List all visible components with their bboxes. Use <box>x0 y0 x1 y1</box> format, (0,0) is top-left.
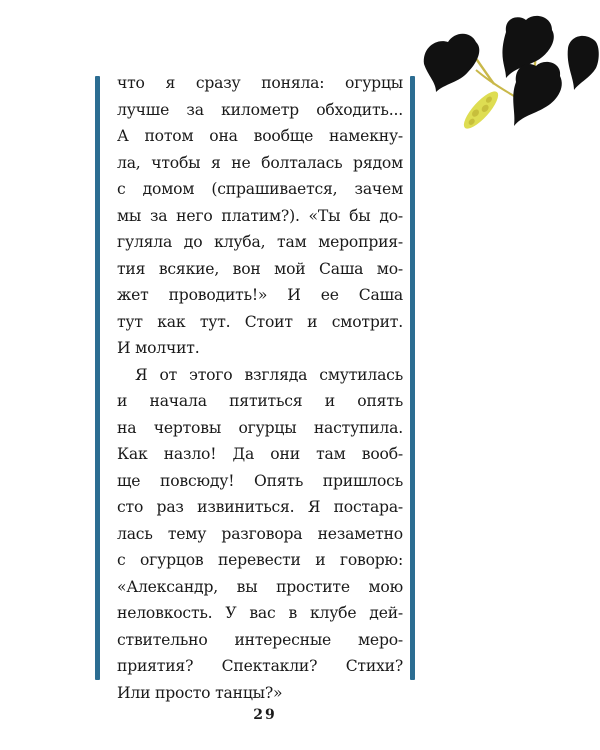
text-line: лучше за километр обходить... <box>117 100 403 119</box>
text-line: И молчит. <box>117 339 200 357</box>
text-line: лась тему разговора незаметно <box>117 524 403 543</box>
text-line: что я сразу поняла: огурцы <box>117 74 403 92</box>
text-line: с домом (спрашивается, зачем <box>117 180 403 198</box>
text-line: «Александр, вы простите мою <box>117 577 403 596</box>
text-line: Я от этого взгляда смутилась <box>135 365 403 384</box>
text-line: приятия? Спектакли? Стихи? <box>117 657 403 675</box>
text-line: ствительно интересные меро- <box>117 630 403 649</box>
leaf-top-left <box>424 34 480 92</box>
leaf-lower-right <box>513 62 562 126</box>
text-line: мы за него платим?). «Ты бы до- <box>117 206 403 225</box>
left-margin-rule <box>95 76 100 680</box>
leaf-illustration <box>418 12 600 142</box>
text-line: на чертовы огурцы наступила. <box>117 418 403 437</box>
text-line: тия всякие, вон мой Саша мо- <box>117 259 403 278</box>
text-line: и начала пятиться и опять <box>117 392 403 410</box>
page-number: 29 <box>253 707 277 723</box>
paragraph-1 <box>117 70 403 362</box>
text-line: тут как тут. Стоит и смотрит. <box>117 312 403 331</box>
text-line: с огурцов перевести и говорю: <box>117 551 403 569</box>
text-line: Как назло! Да они там вооб- <box>117 445 403 463</box>
text-line: сто раз извиниться. Я постара- <box>117 498 403 516</box>
text-line: жет проводить!» И ее Саша <box>117 286 403 304</box>
flower-spike <box>459 87 503 133</box>
text-line: Или просто танцы?» <box>117 683 283 702</box>
text-line: ще повсюду! Опять пришлось <box>117 471 403 490</box>
text-line: гуляла до клуба, там мероприя- <box>117 233 403 251</box>
text-line: неловкость. У вас в клубе дей- <box>117 604 403 622</box>
leaf-right-edge <box>568 36 599 90</box>
body-text <box>117 70 403 706</box>
paragraph-2 <box>117 362 403 707</box>
text-line: А потом она вообще намекну- <box>117 127 403 145</box>
text-line: ла, чтобы я не болталась рядом <box>117 153 403 172</box>
right-margin-rule <box>410 76 415 680</box>
